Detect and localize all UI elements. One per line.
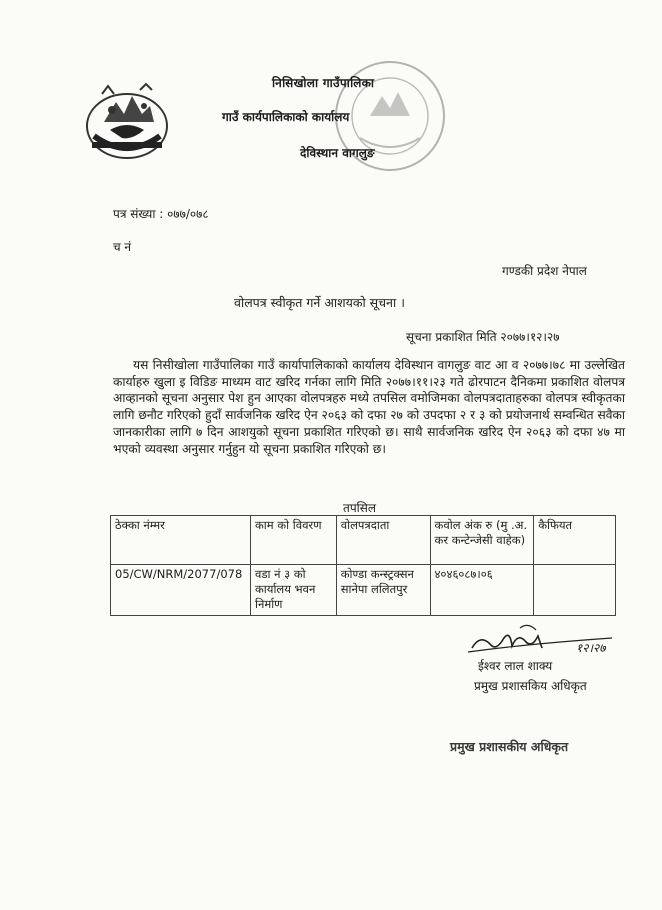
reference-number: पत्र संख्या : ०७७/०७८ <box>113 207 209 221</box>
schedule-title: तपसिल <box>343 501 377 515</box>
office-address: देविस्थान वागलुङ <box>300 146 375 160</box>
subject-line: वोलपत्र स्वीकृत गर्ने आशयको सूचना । <box>234 295 405 310</box>
contract-number-cell: 05/CW/NRM/2077/078 <box>111 565 251 616</box>
notice-body: यस निसीखोला गाउँपालिका गाउँ कार्यापालिकाको कार्यालय देविस्थान वागलुङ वाट आ व २०७७।७८ मा उल्लेखित कार्याहरु खुला इ विडिङ माध्यम वाट खरिद गर्नका लागि मिति २०७७।११।२३ गते ढोरपाटन दैनिकमा प्रकाशित वोलपत्र आव्हानको सूचना अनुसार पेश हुन आएका वोलपत्रहरु मध्ये तपसिल वमोजिमका वोलपत्रदाताहरुका वोलपत्र स्वीकृतका लागि छनौट गरिएको हुदाँ सार्वजनिक खरिद ऐन २०६३ को दफा २७ को उपदफा २ र ३ को प्रयोजनार्थ सम्वन्धित सवैका जानकारीका लागि ७ दिन आशयुको सूचना प्रकाशित गरिएको छ। साथै सार्वजनिक खरिद ऐन २०६३ को दफा ४७ मा भएको व्यवस्था अनुसार गर्नुहुन यो सूचना प्रकाशित गरिएको छ। <box>113 358 625 456</box>
column-header: वोलपत्रदाता <box>336 516 430 565</box>
remarks-cell <box>534 565 616 616</box>
recipient: गण्डकी प्रदेश नेपाल <box>502 264 587 278</box>
column-header: कैफियत <box>534 516 616 565</box>
designation-stamp: प्रमुख प्रशासकीय अधिकृत <box>450 739 569 754</box>
table-header-row <box>111 516 616 565</box>
office-name: गाउँ कार्यपालिकाको कार्यालय <box>222 110 350 124</box>
bid-amount-cell: ४०४६०८७।०६ <box>430 565 534 616</box>
table-row <box>111 565 616 616</box>
government-emblem-icon <box>82 80 172 164</box>
column-header: कवोल अंक रु (मु .अ. कर कन्टेन्जेसी वाहेक) <box>430 516 534 565</box>
bidder-cell: कोण्डा कन्स्ट्रक्सन सानेपा ललितपुर <box>336 565 430 616</box>
schedule-table <box>110 515 616 616</box>
published-date: सूचना प्रकाशित मिति २०७७।१२।२७ <box>406 330 560 344</box>
column-header: ठेक्का नंम्मर <box>111 516 251 565</box>
signatory-title: प्रमुख प्रशासकिय अधिकृत <box>474 679 587 693</box>
signature-date: १२।२७ <box>576 641 606 655</box>
dispatch-number: च नं <box>113 240 132 254</box>
column-header: काम को विवरण <box>250 516 336 565</box>
signatory-name: ईश्वर लाल शाक्य <box>478 659 553 673</box>
municipality-name: निसिखोला गाउँपालिका <box>272 76 375 90</box>
work-description-cell: वडा नं ३ को कार्यालय भवन निर्माण <box>250 565 336 616</box>
